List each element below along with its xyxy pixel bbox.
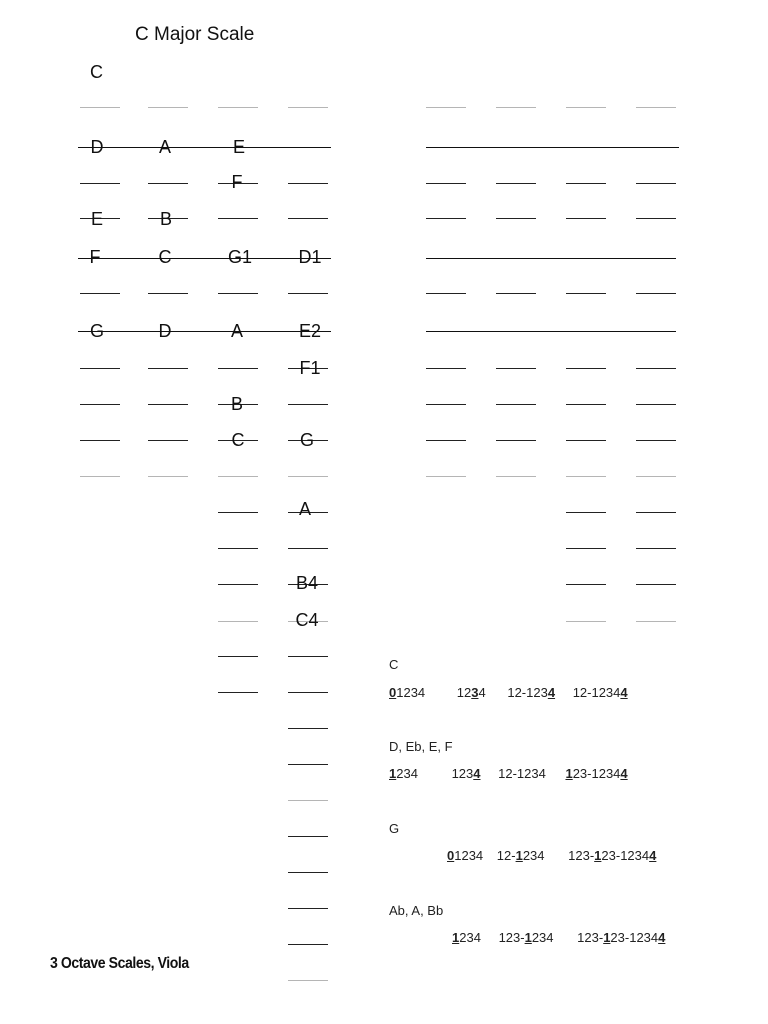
ledger-dash [636,218,676,219]
fingering-text: 23-1234 [572,766,621,781]
note-g1-f: F [89,247,101,267]
fingering-row-d-eb-e-f [389,766,628,781]
ledger-dash [496,440,536,441]
ledger-dash [288,944,328,945]
fingering-bold: 1 [515,848,523,863]
ledger-dash [566,218,606,219]
fingering-text: 234 [522,848,545,863]
fingering-row-g [447,848,656,863]
ledger-dash [80,368,120,369]
fingering-text: 234 [531,930,554,945]
ledger-dash [636,183,676,184]
fingering-text: 1234 [396,685,426,700]
ledger-dash [218,293,258,294]
ledger-dash [288,980,328,981]
ledger-dash [426,107,466,108]
ledger-dash [636,440,676,441]
ledger-dash [148,440,188,441]
note-g2-a: A [158,137,172,157]
note-g1-g: G [89,321,105,341]
fingering-text: 12-1234 [498,766,546,781]
note-g3-c: C [231,430,245,450]
ledger-dash [636,621,676,622]
ledger-dash [566,440,606,441]
fingering-bold: 4 [658,930,666,945]
note-g4-g: G [299,430,315,450]
ledger-dash [148,476,188,477]
fingering-row-c [389,685,628,700]
fingering-bold: 1 [452,930,460,945]
fingering-text: 123 [451,766,474,781]
fingering-bold: 4 [620,766,628,781]
ledger-dash [288,800,328,801]
ledger-dash [218,512,258,513]
staff-line [426,147,679,148]
ledger-dash [636,107,676,108]
ledger-dash [218,368,258,369]
note-g3-a: A [230,321,244,341]
ledger-dash [218,548,258,549]
ledger-dash [426,404,466,405]
ledger-dash [636,368,676,369]
ledger-dash [566,293,606,294]
ledger-dash [496,476,536,477]
ledger-dash [496,404,536,405]
ledger-dash [218,656,258,657]
ledger-dash [80,440,120,441]
ledger-dash [426,368,466,369]
note-g4-c4: C4 [295,610,319,630]
key-heading-ab-a-bb: Ab, A, Bb [389,903,444,918]
ledger-dash [426,293,466,294]
fingering-bold: 4 [620,685,628,700]
ledger-dash [80,476,120,477]
ledger-dash [288,293,328,294]
ledger-dash [288,764,328,765]
note-g2-b: B [159,209,173,229]
ledger-dash [426,218,466,219]
fingering-text: 1234 [454,848,484,863]
ledger-dash [80,404,120,405]
ledger-dash [288,548,328,549]
fingering-text: 123- [577,930,604,945]
note-g4-a: A [298,499,312,519]
ledger-dash [636,476,676,477]
fingering-bold: 1 [594,848,602,863]
ledger-dash [218,107,258,108]
ledger-dash [288,908,328,909]
fingering-bold: 1 [524,930,532,945]
staff-line [426,331,676,332]
ledger-dash [218,584,258,585]
ledger-dash [636,548,676,549]
note-g4-f1: F1 [299,358,321,378]
ledger-dash [496,218,536,219]
ledger-dash [288,218,328,219]
staff-line [78,331,331,332]
ledger-dash [566,584,606,585]
note-g3-f: F [231,172,243,192]
fingering-bold: 1 [565,766,573,781]
staff-line [78,258,331,259]
ledger-dash [496,368,536,369]
ledger-dash [288,107,328,108]
footer-title: 3 Octave Scales, Viola [50,955,189,972]
note-g3-e: E [232,137,246,157]
ledger-dash [566,621,606,622]
ledger-dash [566,368,606,369]
ledger-dash [496,183,536,184]
fingering-row-ab-a-bb [452,930,665,945]
ledger-dash [80,183,120,184]
fingering-text: 12-1234 [572,685,621,700]
ledger-dash [288,836,328,837]
note-g1-e: E [90,209,104,229]
ledger-dash [80,107,120,108]
fingering-text: 23-1234 [601,848,650,863]
ledger-dash [148,293,188,294]
ledger-dash [636,404,676,405]
ledger-dash [566,107,606,108]
fingering-text: 234 [396,766,418,781]
staff-line [426,258,676,259]
ledger-dash [426,440,466,441]
fingering-text: 123- [568,848,595,863]
fingering-bold: 4 [473,766,481,781]
note-g2-d: D [158,321,172,341]
fingering-bold: 3 [471,685,479,700]
ledger-dash [80,293,120,294]
key-heading-c: C [389,657,399,672]
ledger-dash [566,183,606,184]
ledger-dash [288,404,328,405]
ledger-dash [148,368,188,369]
staff-line [78,147,331,148]
ledger-dash [636,584,676,585]
ledger-dash [148,107,188,108]
fingering-text: 4 [478,685,486,700]
ledger-dash [148,183,188,184]
key-heading-g: G [389,821,400,836]
fingering-text: 12-123 [507,685,548,700]
fingering-text: 234 [459,930,481,945]
note-g3-g1: G1 [227,247,253,267]
ledger-dash [218,621,258,622]
ledger-dash [288,183,328,184]
note-g4-d1: D1 [298,247,322,267]
note-g1-d: D [90,137,104,157]
fingering-text: 23-1234 [610,930,659,945]
fingering-bold: 0 [389,685,397,700]
ledger-dash [218,692,258,693]
ledger-dash [288,872,328,873]
ledger-dash [288,728,328,729]
fingering-bold: 1 [389,766,397,781]
note-g4-e2: E2 [298,321,322,341]
note-g3-b: B [230,394,244,414]
ledger-dash [288,656,328,657]
fingering-text: 12 [456,685,472,700]
fingering-text: 123- [498,930,525,945]
ledger-dash [566,476,606,477]
ledger-dash [148,404,188,405]
ledger-dash [636,512,676,513]
fingering-bold: 1 [603,930,611,945]
ledger-dash [218,218,258,219]
fingering-text: 12- [496,848,516,863]
fingering-bold: 4 [547,685,556,700]
ledger-dash [426,183,466,184]
ledger-dash [288,692,328,693]
key-heading-d-eb-e-f: D, Eb, E, F [389,739,453,754]
ledger-dash [496,293,536,294]
ledger-dash [426,476,466,477]
ledger-dash [288,476,328,477]
ledger-dash [496,107,536,108]
page-title: C Major Scale [135,24,255,45]
fingering-bold: 0 [447,848,455,863]
ledger-dash [218,476,258,477]
ledger-dash [566,404,606,405]
note-g4-b4: B4 [295,573,319,593]
top-note-label: C [90,62,103,82]
note-g2-c: C [158,247,172,267]
ledger-dash [636,293,676,294]
ledger-dash [566,548,606,549]
fingering-bold: 4 [649,848,657,863]
ledger-dash [566,512,606,513]
